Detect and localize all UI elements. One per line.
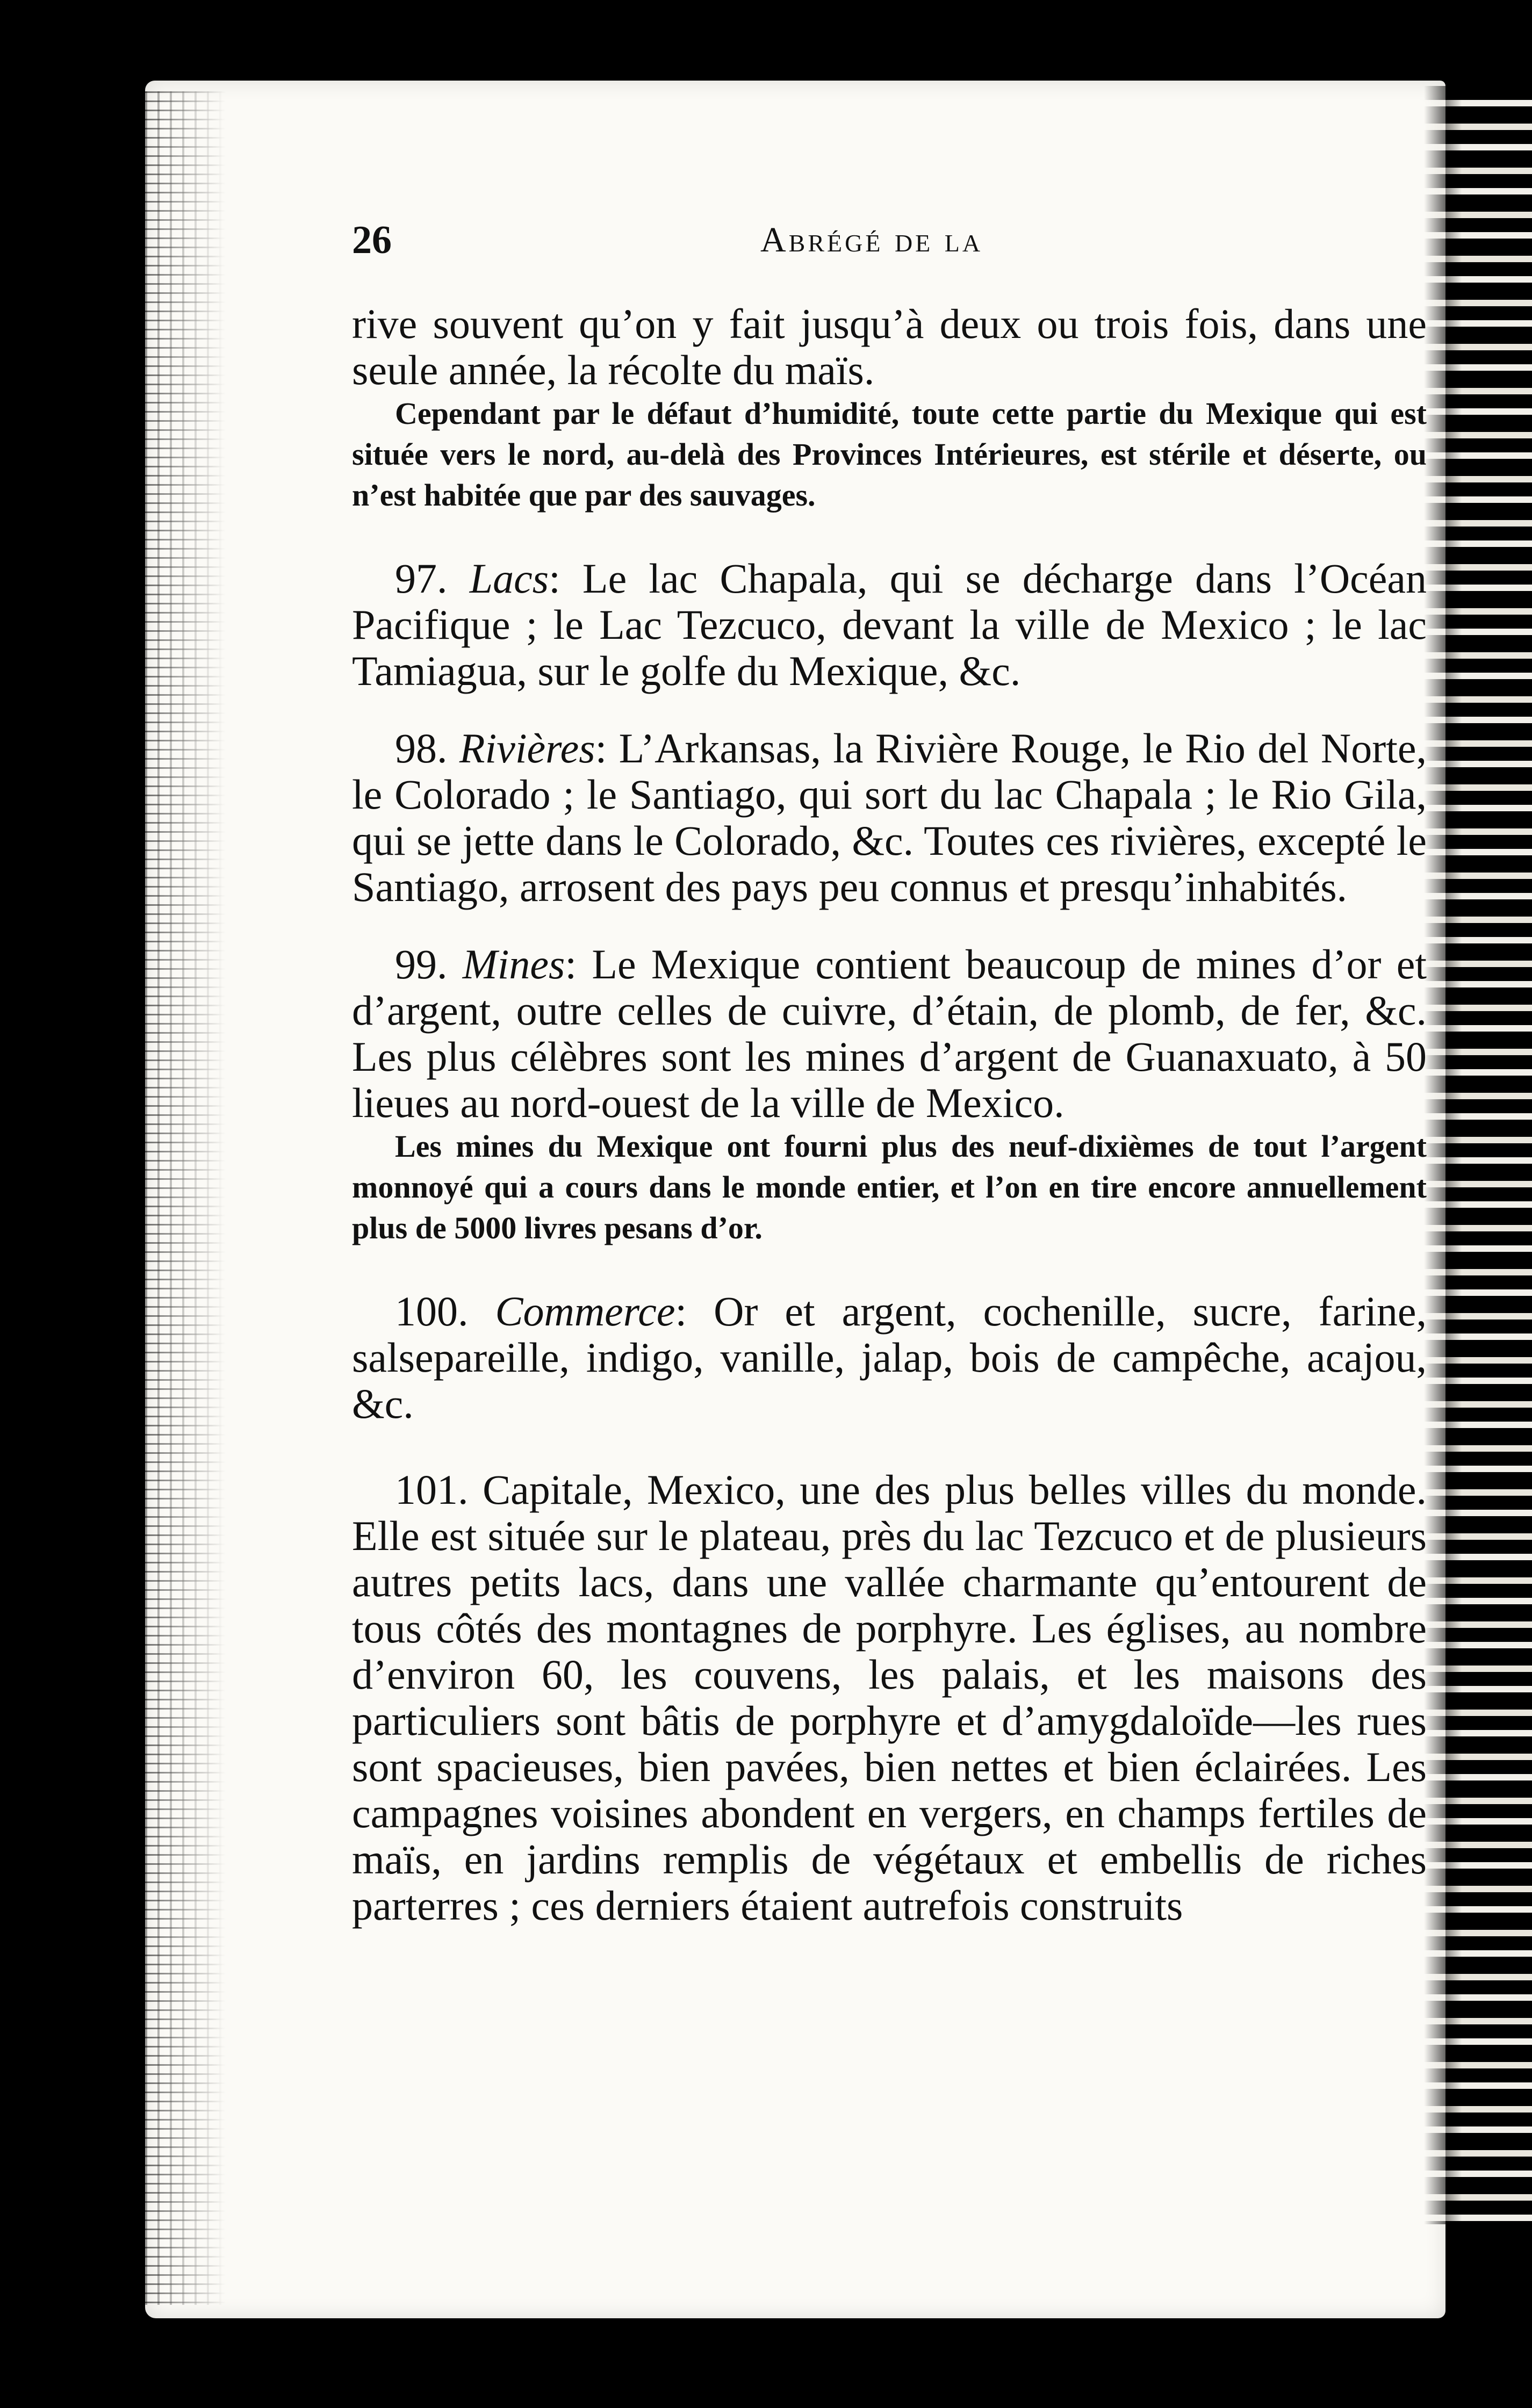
section-number: 98. bbox=[395, 725, 448, 772]
section-number: 99. bbox=[395, 941, 448, 987]
section-number: 100. bbox=[395, 1288, 469, 1335]
section-text: : L’Arkansas, la Rivière Rouge, le Rio del Norte, le Colorado ; le Santiago, qui sort du lac Chapala ; le Rio Gila, qui se jette dans le Colorado, &c. Toutes ces rivières, excepté le Santiago, arrosent des pays peu connus et presqu’inhabités. bbox=[352, 725, 1427, 910]
section-text: Capitale, Mexico, une des plus belles villes du monde. Elle est située sur le plateau, près du lac Tezcuco et de plusieurs autres petits lacs, dans une vallée charmante qu’entourent de tous côtés des montagnes de porphyre. Les églises, au nombre d’environ 60, les couvens, les palais, et les maisons des particuliers sont bâtis de porphyre et d’amygdaloïde—les rues sont spacieuses, bien pavées, bien nettes et bien éclairées. Les campagnes voisines abondent en vergers, en champs fertiles de maïs, en jardins remplis de végétaux et embellis de riches parterres ; ces derniers étaient autrefois construits bbox=[352, 1466, 1427, 1929]
section-text: : Le Mexique contient beaucoup de mines d’or et d’argent, outre celles de cuivre, d’étain, de plomb, de fer, &c. Les plus célèbres sont les mines d’argent de Guanaxuato, à 50 lieues au nord-ouest de la ville de Mexico. bbox=[352, 941, 1427, 1126]
section-label: Rivières bbox=[459, 725, 595, 772]
page-body bbox=[352, 301, 1427, 1929]
page-left-edge bbox=[145, 91, 226, 2305]
section-97-lakes bbox=[352, 556, 1427, 694]
page-header bbox=[352, 218, 1424, 277]
spacer bbox=[352, 1427, 1427, 1467]
section-label: Commerce bbox=[495, 1288, 675, 1335]
page-number: 26 bbox=[352, 218, 392, 262]
section-99-mines bbox=[352, 941, 1427, 1126]
section-number: 101. bbox=[395, 1466, 469, 1513]
spacer bbox=[352, 694, 1427, 725]
spacer bbox=[352, 516, 1427, 556]
section-text: : Le lac Chapala, qui se décharge dans l’Océan Pacifique ; le Lac Tezcuco, devant la ville de Mexico ; le lac Tamiagua, sur le golfe du Mexique, &c. bbox=[352, 555, 1427, 694]
spacer bbox=[352, 910, 1427, 941]
section-100-commerce bbox=[352, 1288, 1427, 1427]
section-number: 97. bbox=[395, 555, 448, 602]
section-98-rivers bbox=[352, 725, 1427, 910]
running-head: Abrégé de la bbox=[760, 220, 983, 259]
facing-page-bleed bbox=[1424, 86, 1532, 2224]
footnote-humidity: Cependant par le défaut d’humidité, toute cette partie du Mexique qui est située vers le nord, au-delà des Provinces Intérieures, est stérile et déserte, ou n’est habitée que par des sauvages. bbox=[352, 396, 1427, 513]
section-label: Lacs bbox=[469, 555, 549, 602]
section-101-capital bbox=[352, 1467, 1427, 1929]
section-text: : Or et argent, cochenille, sucre, farine, salsepareille, indigo, vanille, jalap, bois de campêche, acajou, &c. bbox=[352, 1288, 1427, 1427]
section-label: Mines bbox=[462, 941, 565, 987]
spacer bbox=[352, 1249, 1427, 1288]
footnote-silver: Les mines du Mexique ont fourni plus des neuf-dixièmes de tout l’argent monnoyé qui a cours dans le monde entier, et l’on en tire encore annuellement plus de 5000 livres pesans d’or. bbox=[352, 1129, 1427, 1245]
paragraph-intro: rive souvent qu’on y fait jusqu’à deux ou trois fois, dans une seule année, la récolte du maïs. bbox=[352, 300, 1427, 393]
